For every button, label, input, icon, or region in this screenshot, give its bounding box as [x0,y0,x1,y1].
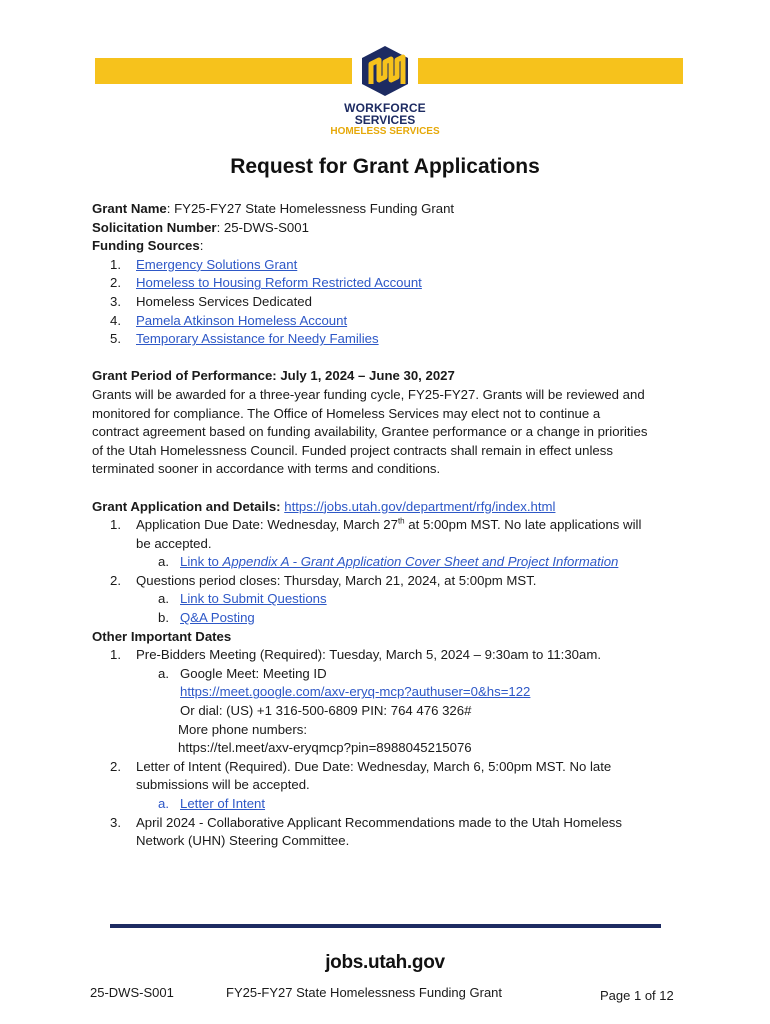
link-qa-posting[interactable]: Q&A Posting [180,610,255,626]
list-letter: a. [158,554,169,570]
sub-list-item [92,553,692,572]
funding-sources-colon: : [199,238,204,254]
list-letter: b. [158,610,169,626]
link-homeless-to-housing-reform[interactable]: Homeless to Housing Reform Restricted Account [136,275,422,291]
paragraph-line: of the Utah Homelessness Council. Funded project contracts shall remain in effect unless [92,442,613,458]
logo-line-homeless-services: HOMELESS SERVICES [330,126,440,137]
questions-text: Questions period closes: Thursday, March 21, 2024, at 5:00pm MST. [136,572,537,588]
list-letter: a. [158,591,169,607]
funding-sources-label: Funding Sources [92,238,200,254]
paragraph-line: Grants will be awarded for a three-year funding cycle, FY25-FY27. Grants will be reviewed and [92,386,645,402]
list-item [92,758,692,777]
application-heading [92,498,692,517]
solicitation-value: : 25-DWS-S001 [216,219,309,235]
performance-heading [92,367,692,386]
application-colon: : [276,498,285,514]
due-date-text: Application Due Date: Wednesday, March 27 [136,517,398,533]
sub-list-item [92,665,692,684]
link-appendix-a-prefix: Link to [180,554,223,570]
paragraph-line: terminated sooner in accordance with terms and conditions. [92,461,441,477]
grant-name-label: Grant Name [92,201,167,216]
link-google-meet[interactable]: https://meet.google.com/axv-eryq-mcp?authuser=0&hs=122 [180,684,531,700]
paragraph-line: monitored for compliance. The Office of Homeless Services may elect not to continue a [92,405,601,421]
list-number: 2. [110,275,121,291]
logo-line-workforce: WORKFORCE [344,101,426,115]
footer-solicitation: 25-DWS-S001 [90,985,174,1000]
page-title: Request for Grant Applications [230,155,540,178]
list-item [92,274,692,293]
sub-list-item [92,590,692,609]
link-appendix-a[interactable] [180,554,618,569]
link-pamela-atkinson-account[interactable]: Pamela Atkinson Homeless Account [136,312,348,328]
link-rfg-index[interactable]: https://jobs.utah.gov/department/rfg/index.html [284,498,556,514]
due-date-sup: th [397,516,405,526]
header-band-right [418,58,683,84]
list-item [92,256,692,275]
link-tanf[interactable]: Temporary Assistance for Needy Families [136,331,379,347]
footer-page-number: Page 1 of 12 [600,988,674,1003]
footer-rule [110,924,661,928]
performance-value: : July 1, 2024 – June 30, 2027 [272,368,455,384]
list-item [92,572,692,591]
list-item [92,312,692,331]
list-item [92,293,692,312]
application-label: Grant Application and Details [92,498,277,514]
solicitation-line [92,219,692,238]
list-letter: a. [158,796,169,811]
performance-label: Grant Period of Performance [92,368,273,384]
workforce-services-logo-icon [353,40,417,102]
other-dates-heading: Other Important Dates [92,628,232,644]
sub-list-item [92,609,692,628]
google-meet-text: Google Meet: Meeting ID [180,665,327,681]
link-emergency-solutions-grant[interactable]: Emergency Solutions Grant [136,256,298,272]
document-body [92,200,692,851]
list-item [92,516,692,535]
list-item [92,330,692,349]
list-number: 2. [110,758,121,774]
list-number: 5. [110,331,121,347]
list-item [92,646,692,665]
list-number: 3. [110,293,121,309]
list-number: 4. [110,312,121,328]
list-item [92,814,692,833]
list-item-continuation: be accepted. [136,535,212,551]
footer-grant-name: FY25-FY27 State Homelessness Funding Grant [226,985,503,1000]
funding-source-text: Homeless Services Dedicated [136,293,312,309]
list-item-continuation: Network (UHN) Steering Committee. [136,833,350,849]
meet-url-line [92,683,692,702]
grant-name-line [92,200,692,219]
header-band-left [95,58,352,84]
pre-bidders-text: Pre-Bidders Meeting (Required): Tuesday, March 5, 2024 – 9:30am to 11:30am. [136,647,601,663]
logo-line-services: SERVICES [354,113,416,127]
logo-wordmark [300,102,470,138]
paragraph-line: contract agreement based on funding availability, Grantee performance or a change in priorities [92,424,648,440]
more-numbers-line: More phone numbers: [178,721,308,737]
list-letter: a. [158,665,169,681]
due-date-text-post: at 5:00pm MST. No late applications will [404,517,642,533]
list-number: 3. [110,814,121,830]
letter-of-intent-text: Letter of Intent (Required). Due Date: Wednesday, March 6, 5:00pm MST. No late [136,758,612,774]
list-number: 1. [110,647,121,663]
sub-list-item [92,795,692,814]
dial-line: Or dial: (US) +1 316-500-6809 PIN: 764 476 326# [180,703,472,719]
grant-name-value: : FY25-FY27 State Homelessness Funding Grant [166,201,455,216]
tel-line: https://tel.meet/axv-eryqmcp?pin=8988045215076 [178,740,472,756]
list-item-continuation: submissions will be accepted. [136,777,310,793]
april-text: April 2024 - Collaborative Applicant Recommendations made to the Utah Homeless [136,814,622,830]
funding-sources-heading [92,237,692,256]
footer-site: jobs.utah.gov [325,952,445,973]
funding-sources-list [92,256,692,349]
link-appendix-a-title: Appendix A - Grant Application Cover Sheet and Project Information [222,554,619,570]
list-number: 1. [110,517,121,533]
performance-paragraph [92,386,677,479]
solicitation-label: Solicitation Number [92,219,217,235]
list-number: 1. [110,256,121,272]
link-submit-questions[interactable]: Link to Submit Questions [180,591,327,607]
list-number: 2. [110,572,121,588]
link-letter-of-intent[interactable]: Letter of Intent [180,796,266,811]
